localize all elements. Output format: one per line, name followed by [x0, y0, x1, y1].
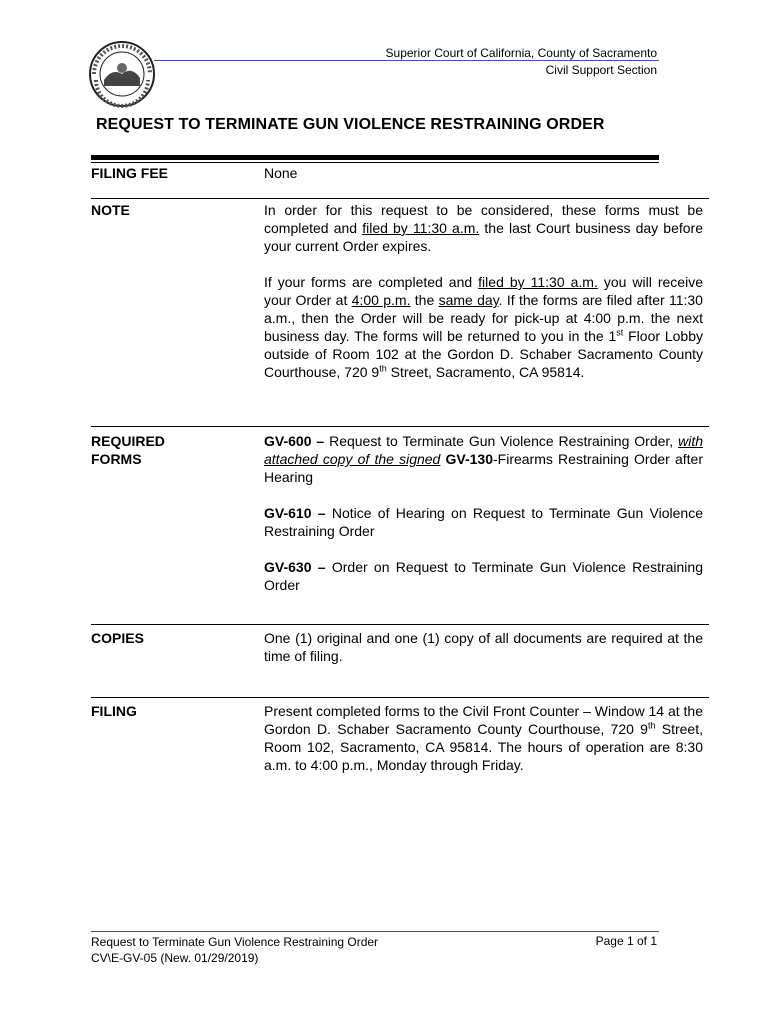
filing-fee-value: None [264, 165, 298, 181]
footer-left [91, 934, 378, 966]
note-paragraph-1: In order for this request to be considered, these forms must be completed and filed by 11:30 a.m. the last Court business day before your current Order expires. [264, 202, 703, 254]
footer-doc-title: Request to Terminate Gun Violence Restraining Order [91, 935, 379, 949]
footer-form-number: CV\E-GV-05 (New. 01/29/2019) [91, 951, 259, 965]
copies-text: One (1) original and one (1) copy of all documents are required at the time of filing. [264, 630, 703, 664]
title-divider-thin [91, 162, 659, 163]
filing-label: FILING [91, 703, 137, 719]
court-name: Superior Court of California, County of Sacramento [385, 46, 657, 60]
filing-text: Present completed forms to the Civil Front Counter – Window 14 at the Gordon D. Schaber Sacramento County Courthouse, 720 9th Street, Room 102, Sacramento, CA 95814. The hours of operation are 8:30 a.m. to 4:00 p.m., Monday through Friday. [264, 703, 703, 773]
court-seal-icon [88, 40, 156, 108]
court-header [386, 45, 657, 79]
note-paragraph-2: If your forms are completed and filed by 11:30 a.m. you will receive your Order at 4:00 p.m. the same day. If the forms are filed after 11:30 a.m., then the Order will be ready for pick-up at 4:00 p.m. the next business day. The forms will be returned to you in the 1st Floor Lobby outside of Room 102 at the Gordon D. Schaber Sacramento County Courthouse, 720 9th Street, Sacramento, CA 95814. [264, 274, 703, 380]
section-divider [91, 697, 709, 698]
section-divider [91, 624, 709, 625]
required-forms-label: REQUIRED FORMS [91, 433, 165, 467]
copies-label: COPIES [91, 630, 144, 646]
footer-divider [91, 931, 659, 932]
note-text [264, 201, 703, 381]
title-divider-thick [91, 155, 659, 160]
section-divider [91, 198, 709, 199]
court-section: Civil Support Section [545, 63, 657, 77]
page-title: REQUEST TO TERMINATE GUN VIOLENCE RESTRAINING ORDER [96, 116, 605, 133]
note-label: NOTE [91, 202, 130, 218]
required-forms-text [264, 432, 703, 594]
form-gv-630: GV-630 – Order on Request to Terminate Gun Violence Restraining Order [264, 559, 703, 593]
filing-fee-label: FILING FEE [91, 165, 168, 181]
footer-page-number: Page 1 of 1 [595, 934, 657, 948]
form-gv-600: GV-600 – Request to Terminate Gun Violence Restraining Order, with attached copy of the signed GV-130-Firearms Restraining Order after Hearing [264, 433, 703, 485]
section-divider [91, 426, 709, 427]
form-gv-610: GV-610 – Notice of Hearing on Request to Terminate Gun Violence Restraining Order [264, 505, 703, 539]
